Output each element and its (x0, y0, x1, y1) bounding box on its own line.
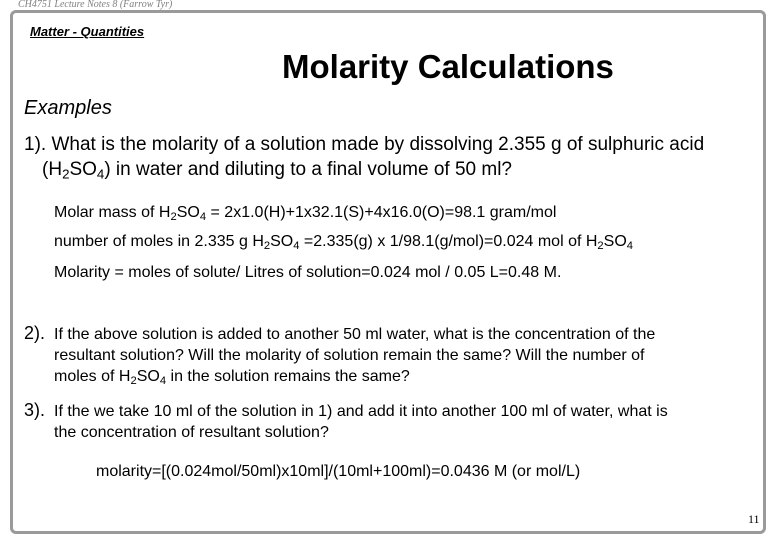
calc-molarity: Molarity = moles of solute/ Litres of solution=0.024 mol / 0.05 L=0.48 M. (54, 264, 562, 281)
answer-molarity: molarity=[(0.024mol/50ml)x10ml]/(10ml+100ml)=0.0436 M (or mol/L) (96, 463, 581, 480)
question-3-line-2: the concentration of resultant solution? (54, 424, 329, 441)
page-number: 11 (748, 512, 760, 526)
calc-moles: number of moles in 2.335 g $H_2SO_4 =2.335(g)$ x 1/98.1(g/mol)=0.024 mol of $H_2SO_4$ (54, 233, 634, 252)
question-2 (24, 323, 655, 387)
slide-title: Molarity Calculations (282, 48, 614, 85)
question-2-line-3: moles of $H_2SO_4$ in the solution remains the same? (54, 368, 410, 387)
examples-heading: Examples (24, 97, 112, 119)
calc-molar-mass: Molar mass of $H_2SO_4 = 2x1.0(H)+1x32.1(S)+4x16.0(O)=98.1$ gram/mol (54, 204, 557, 223)
question-1-number: 1). (24, 134, 47, 155)
question-1-line-1: 1). What is the molarity of a solution made by dissolving 2.355 g of sulphuric acid (24, 134, 705, 155)
header-note: CH4751 Lecture Notes 8 (Farrow Tyr) (18, 0, 173, 10)
question-3 (24, 400, 668, 443)
question-1 (24, 132, 704, 182)
section-label: Matter - Quantities (30, 24, 145, 39)
question-3-line-1: 3). If the we take 10 ml of the solution in 1) and add it into another 100 ml of water, what is (24, 400, 668, 420)
question-2-line-1: 2). If the above solution is added to another 50 ml water, what is the concentration of the (24, 323, 656, 343)
question-3-number: 3). (24, 400, 46, 420)
question-2-line-2: resultant solution? Will the molarity of solution remain the same? Will the number of (54, 347, 645, 364)
question-2-number: 2). (24, 323, 46, 343)
question-1-line-2: $(H_2SO_4)$ in water and diluting to a final volume of 50 ml? (42, 159, 512, 182)
